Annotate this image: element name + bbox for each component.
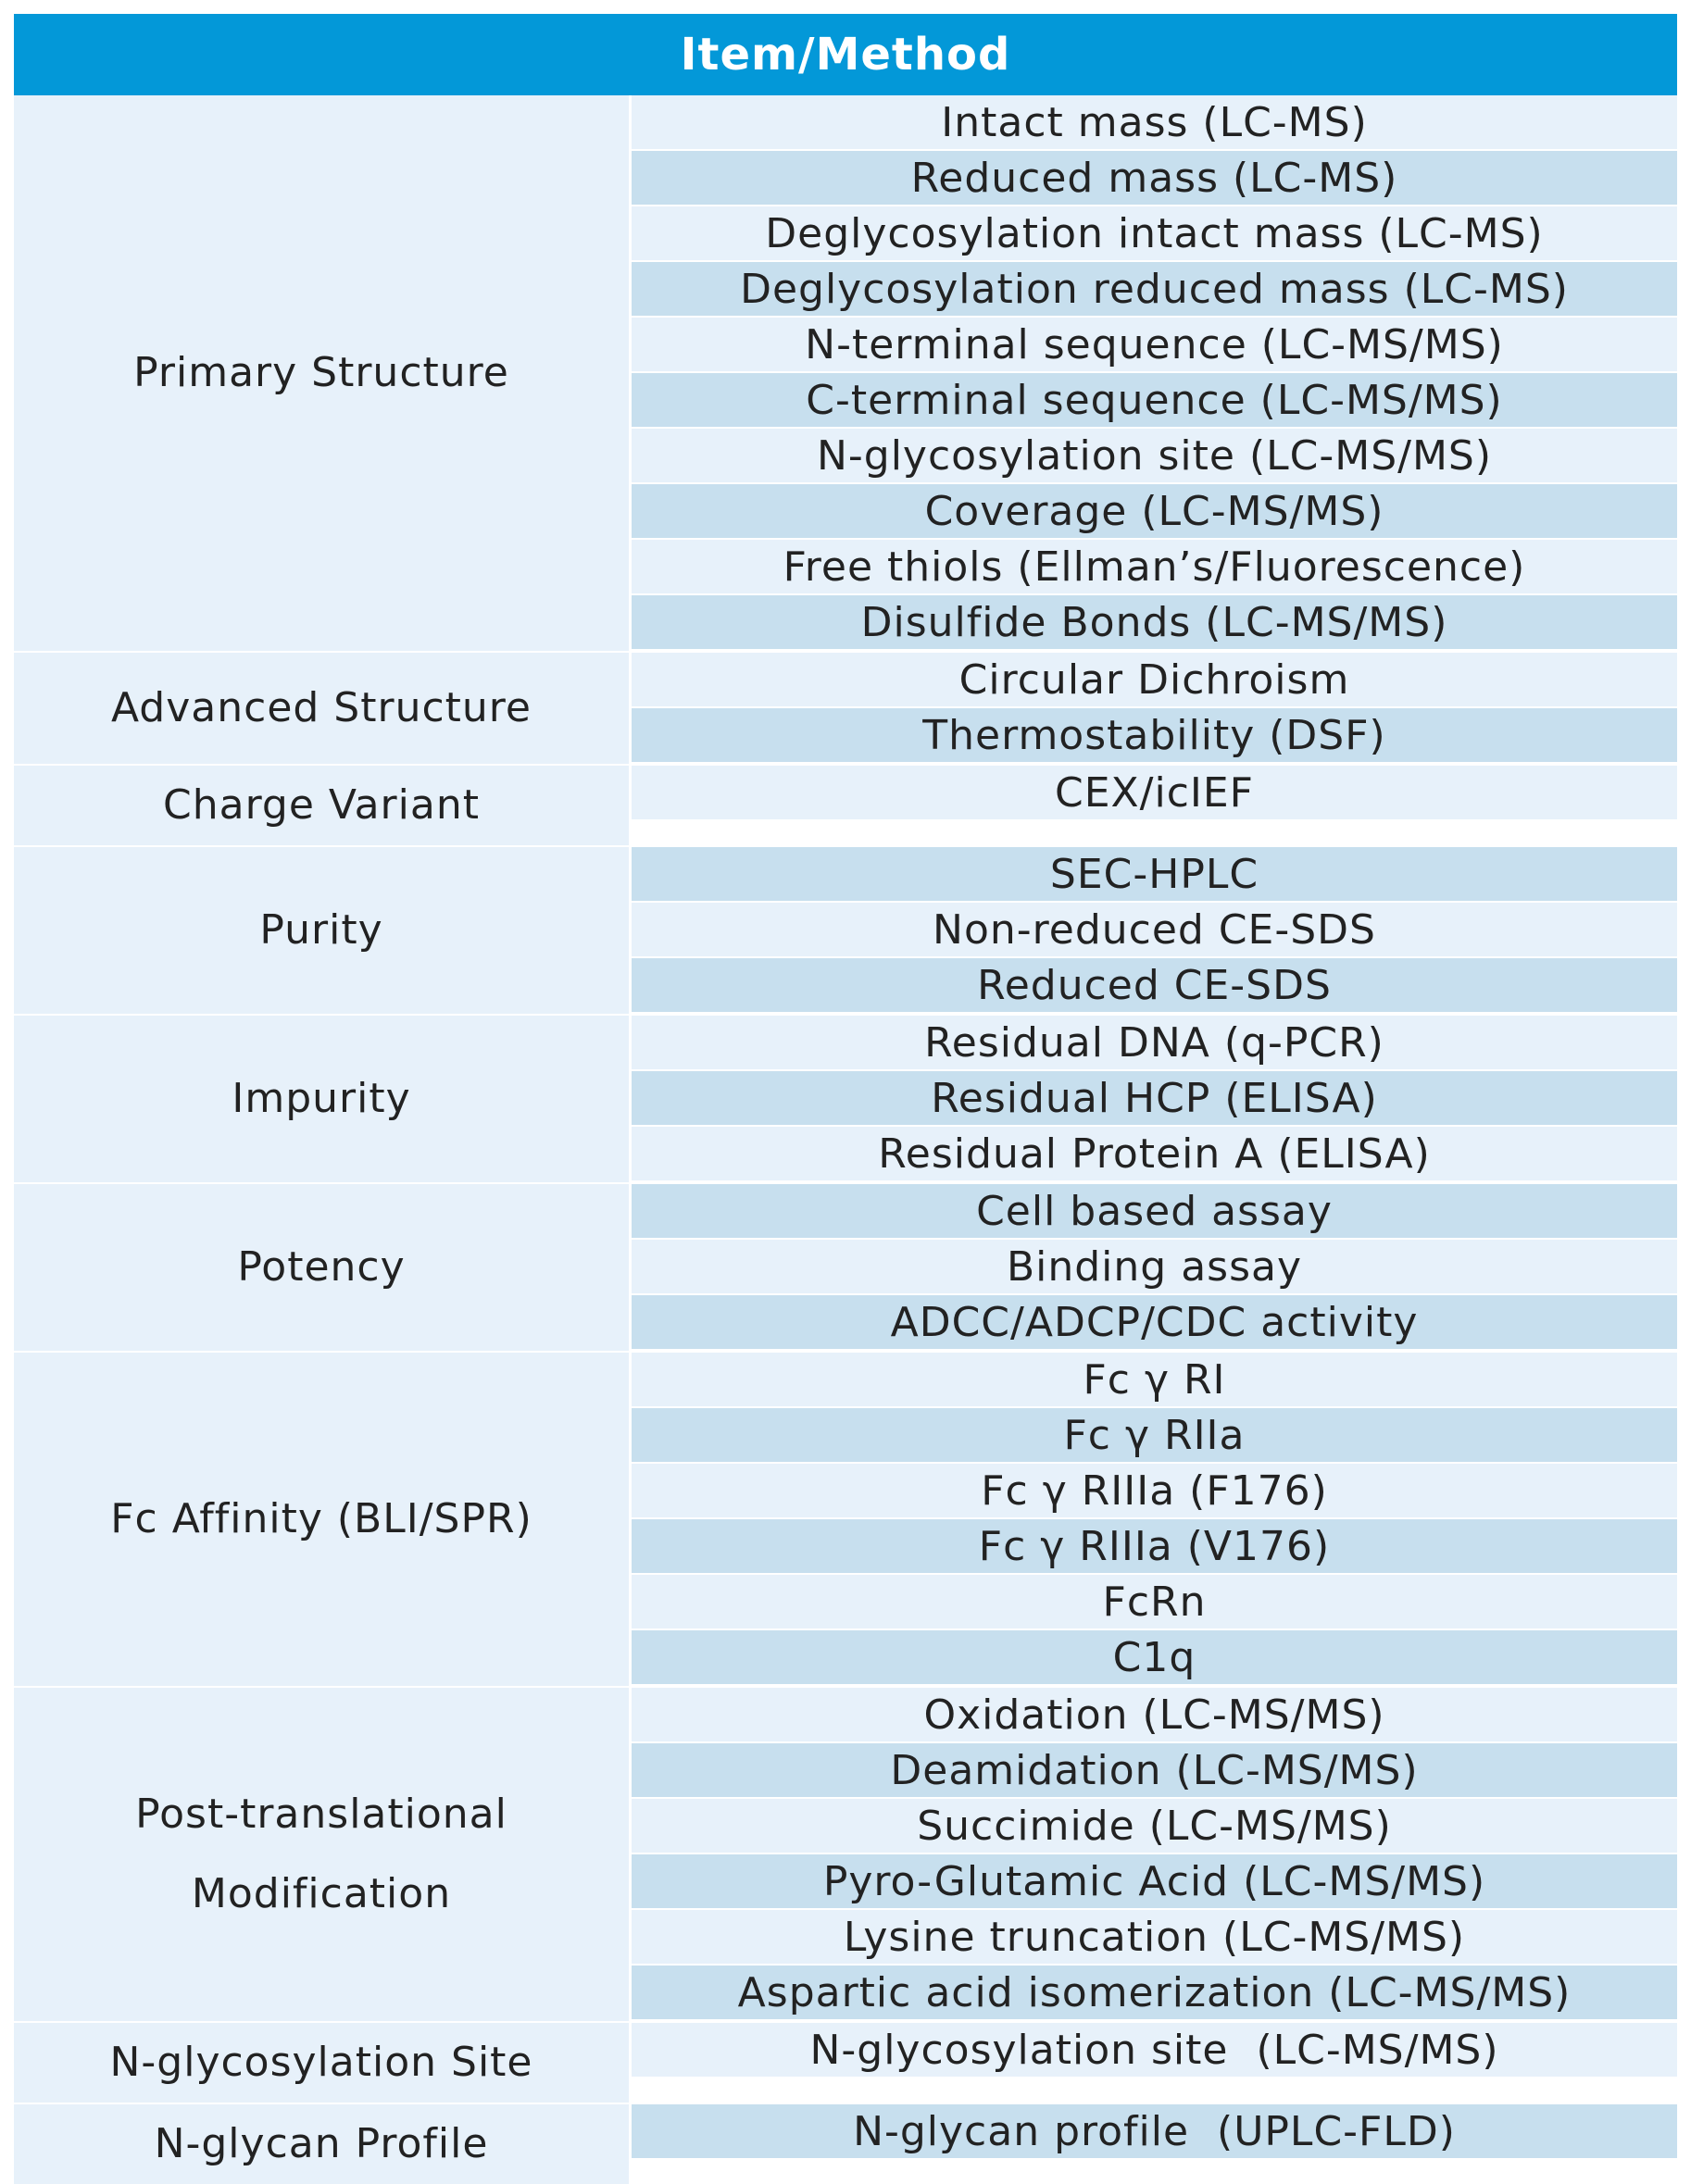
category-group [14,1686,1677,2021]
analysis-table [14,14,1677,2184]
method-row: N-glycan profile (UPLC-FLD) [632,2104,1677,2160]
methods-column [632,1688,1677,2021]
method-row: Binding assay [632,1240,1677,1295]
method-row: CEX/icIEF [632,766,1677,821]
method-row: Deglycosylation intact mass (LC-MS) [632,206,1677,262]
methods-column [632,95,1677,651]
category-cell [14,2023,632,2103]
category-label: Advanced Structure [110,684,532,731]
method-row: Succimide (LC-MS/MS) [632,1799,1677,1854]
method-row: Pyro-Glutamic Acid (LC-MS/MS) [632,1854,1677,1910]
category-label: Fc Affinity (BLI/SPR) [110,1495,532,1542]
method-row: Thermostability (DSF) [632,708,1677,764]
table-body [14,95,1677,2184]
category-cell [14,766,632,845]
method-row: Cell based assay [632,1184,1677,1240]
category-label: Charge Variant [163,781,480,829]
methods-column [632,1353,1677,1686]
category-label: Primary Structure [133,349,509,396]
method-row: Deglycosylation reduced mass (LC-MS) [632,262,1677,318]
header-title: Item/Method [680,29,1011,81]
method-row: Non-reduced CE-SDS [632,903,1677,958]
method-row: Coverage (LC-MS/MS) [632,484,1677,540]
table-header [14,14,1677,95]
method-row: N-terminal sequence (LC-MS/MS) [632,318,1677,373]
method-row: Fc γ RI [632,1353,1677,1408]
category-label: Purity [259,906,383,954]
category-label: N-glycosylation Site [109,2039,533,2086]
category-cell [14,95,632,651]
category-group [14,1014,1677,1182]
category-group [14,651,1677,764]
method-row: FcRn [632,1575,1677,1630]
category-cell [14,1688,632,2021]
category-cell [14,1353,632,1686]
method-row: Disulfide Bonds (LC-MS/MS) [632,595,1677,651]
method-row: Intact mass (LC-MS) [632,95,1677,151]
category-cell [14,653,632,764]
methods-column [632,2104,1677,2184]
category-group [14,764,1677,845]
methods-column [632,2023,1677,2103]
method-row: Reduced CE-SDS [632,958,1677,1014]
method-row: Reduced mass (LC-MS) [632,151,1677,206]
category-group [14,2021,1677,2103]
category-group [14,2103,1677,2184]
method-row: N-glycosylation site (LC-MS/MS) [632,2023,1677,2078]
methods-column [632,653,1677,764]
method-row: Fc γ RIIa [632,1408,1677,1464]
method-row: Fc γ RIIIa (F176) [632,1464,1677,1519]
method-row: Residual DNA (q-PCR) [632,1016,1677,1071]
method-row: Free thiols (Ellman’s/Fluorescence) [632,540,1677,595]
category-cell [14,2104,632,2184]
method-row: Circular Dichroism [632,653,1677,708]
methods-column [632,766,1677,845]
category-group [14,1182,1677,1351]
methods-column [632,1184,1677,1351]
method-row: Oxidation (LC-MS/MS) [632,1688,1677,1743]
method-row: Aspartic acid isomerization (LC-MS/MS) [632,1966,1677,2021]
category-group [14,95,1677,651]
category-cell [14,1184,632,1351]
category-group [14,1351,1677,1686]
method-row: C1q [632,1630,1677,1686]
category-label: N-glycan Profile [154,2120,489,2167]
category-label: Impurity [232,1075,411,1122]
category-label: Modification [191,1870,452,1917]
methods-column [632,847,1677,1014]
method-row: Fc γ RIIIa (V176) [632,1519,1677,1575]
method-row: ADCC/ADCP/CDC activity [632,1295,1677,1351]
method-row: Lysine truncation (LC-MS/MS) [632,1910,1677,1966]
methods-column [632,1016,1677,1182]
method-row: N-glycosylation site (LC-MS/MS) [632,429,1677,484]
category-group [14,845,1677,1014]
method-row: SEC-HPLC [632,847,1677,903]
method-row: C-terminal sequence (LC-MS/MS) [632,373,1677,429]
method-row: Residual HCP (ELISA) [632,1071,1677,1127]
category-cell [14,847,632,1014]
method-row: Deamidation (LC-MS/MS) [632,1743,1677,1799]
method-row: Residual Protein A (ELISA) [632,1127,1677,1182]
category-label: Potency [237,1243,406,1291]
category-label: Post-translational [135,1791,507,1838]
category-cell [14,1016,632,1182]
